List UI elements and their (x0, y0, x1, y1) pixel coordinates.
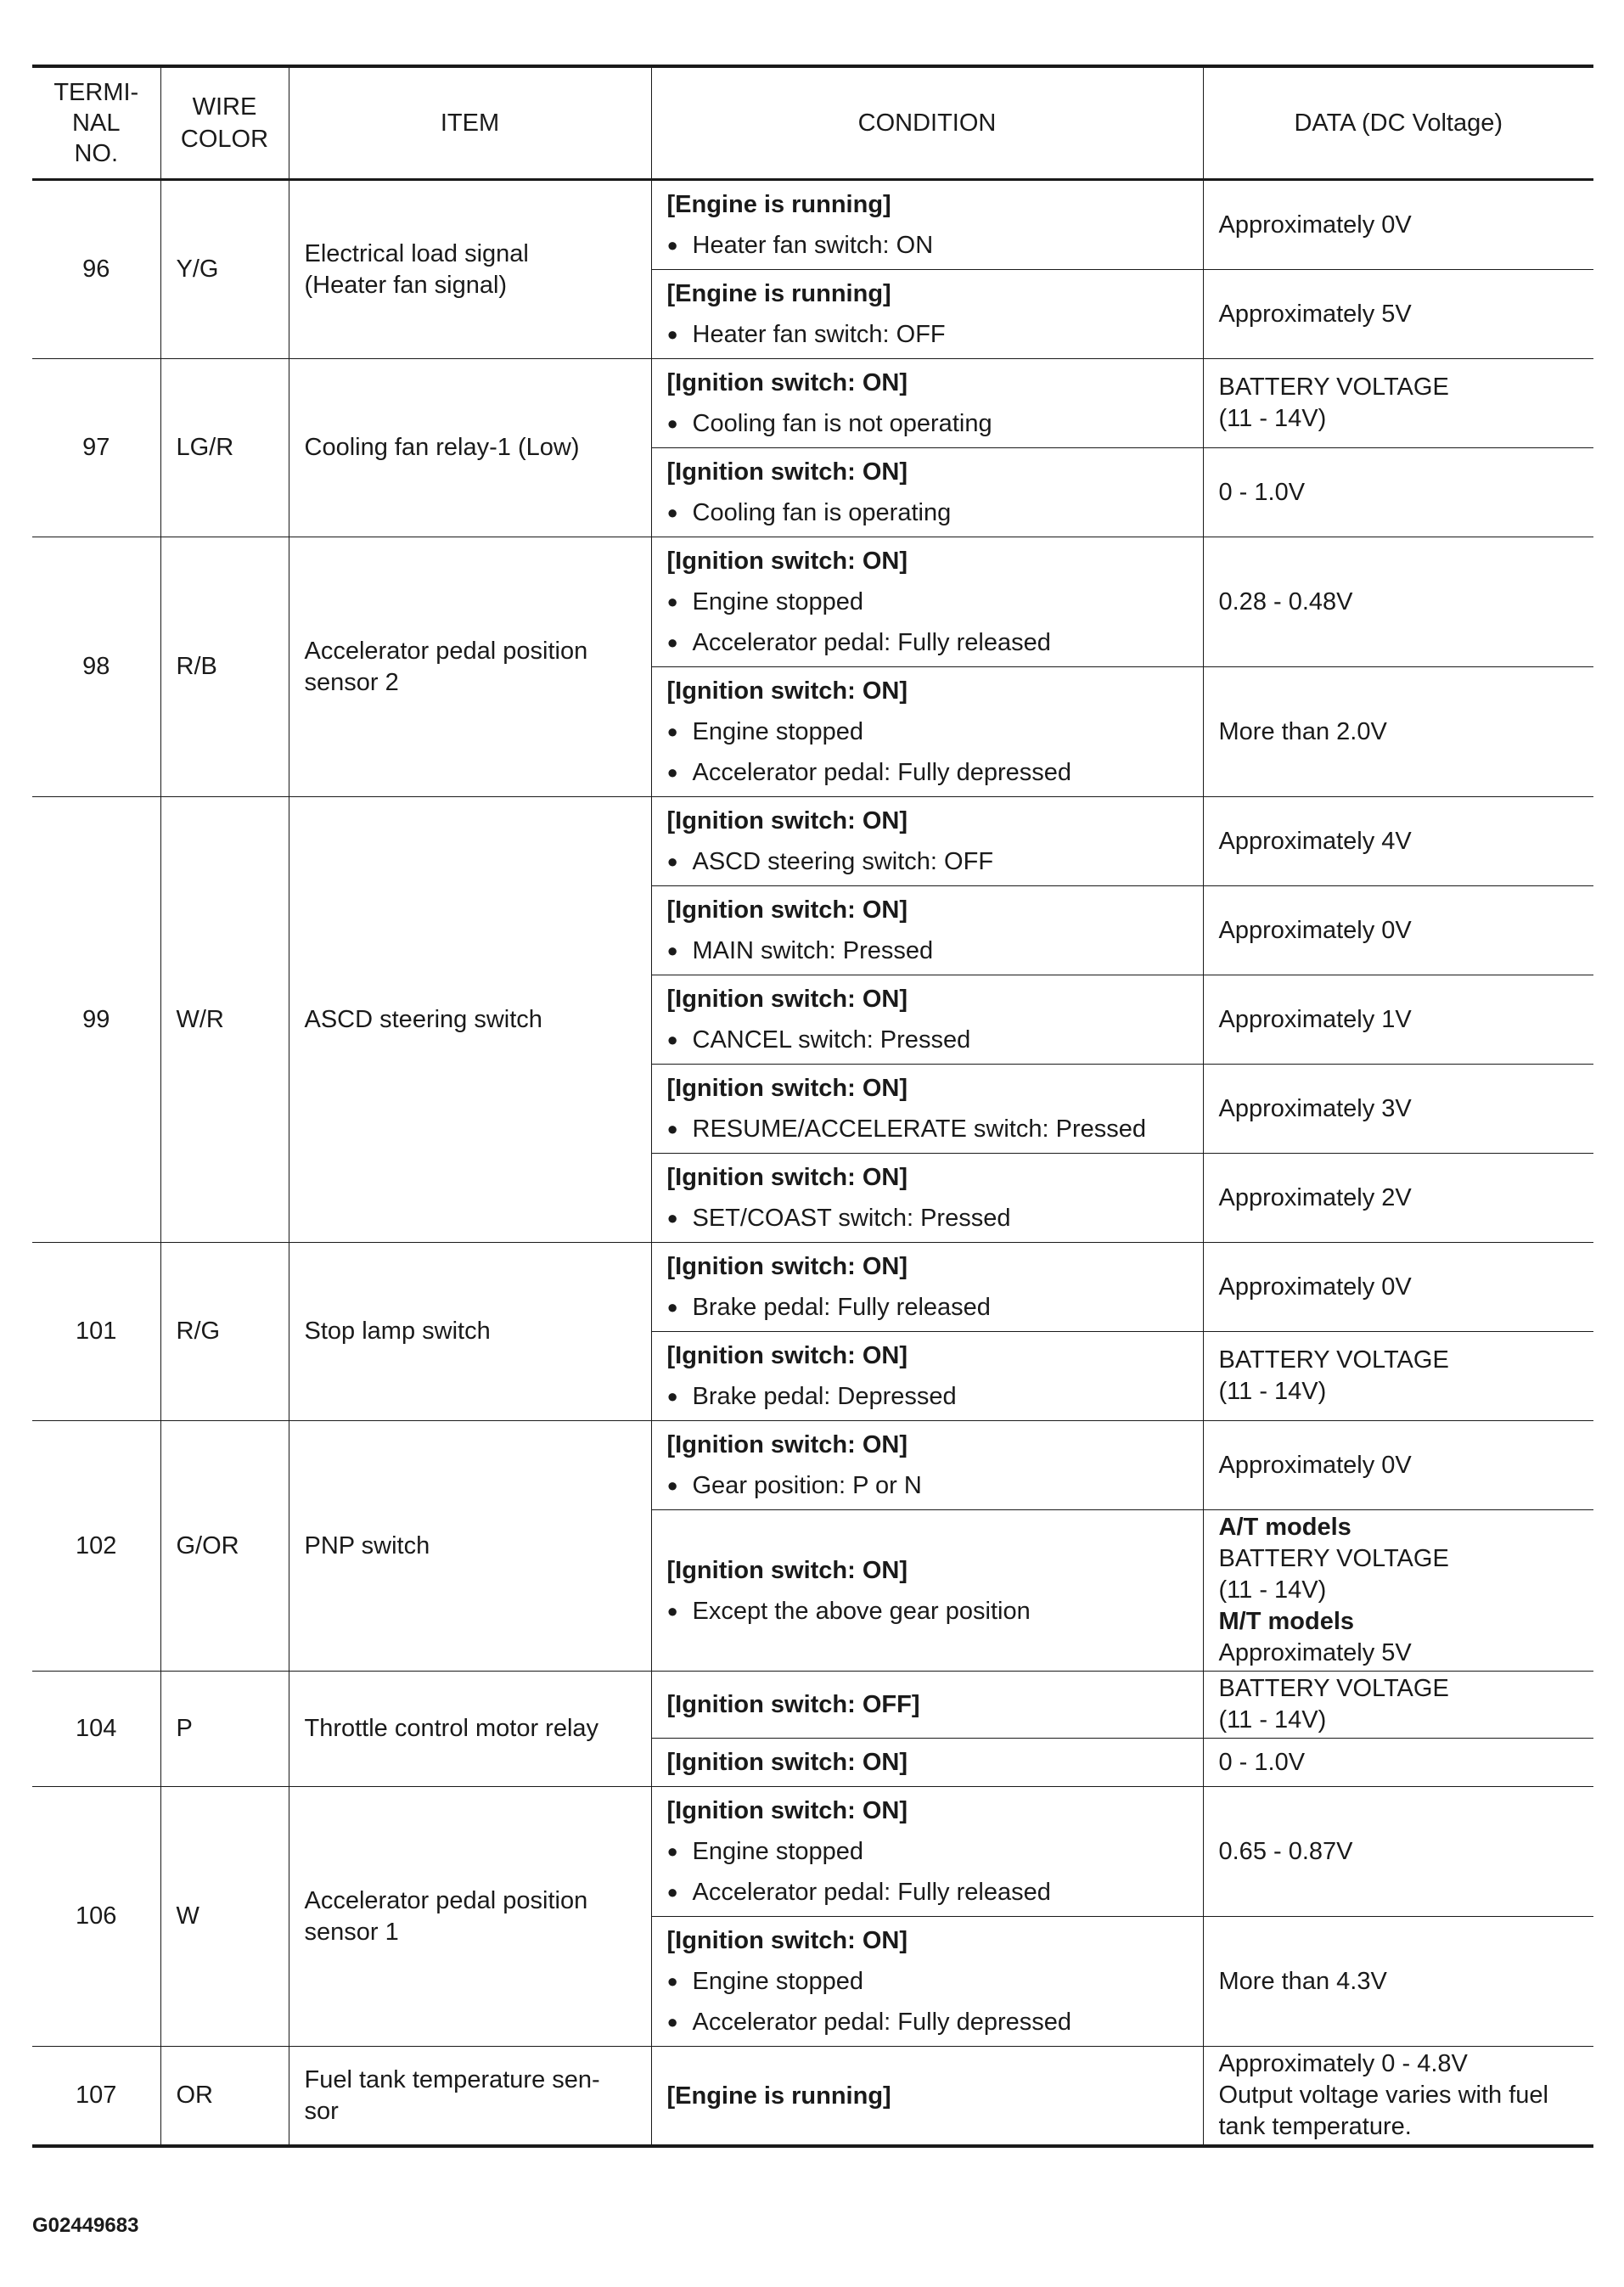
condition-bullet (667, 314, 1188, 355)
terminal-no-text: 97 (82, 434, 110, 461)
data-voltage-line: More than 4.3V (1218, 1967, 1387, 1995)
data-voltage-cell (1203, 1672, 1593, 1739)
condition-cell (651, 1917, 1203, 2047)
condition-bullet (667, 1465, 1188, 1506)
condition-title: [Ignition switch: ON] (666, 1749, 908, 1776)
terminal-data-table-page (32, 65, 1593, 2148)
condition-bullet-text: Except the above gear position (692, 1597, 1031, 1625)
condition-bullet-text: ASCD steering switch: OFF (692, 848, 994, 875)
data-voltage-cell (1203, 1510, 1593, 1672)
condition-bullet-text: Accelerator pedal: Fully depressed (692, 2009, 1072, 2036)
data-voltage-line: Output voltage varies with fuel (1218, 2082, 1548, 2109)
condition-bullet (667, 1961, 1188, 2002)
item-cell (289, 2047, 651, 2147)
table-row (32, 797, 1593, 886)
data-voltage-cell (1203, 975, 1593, 1065)
condition-bullet-text: Engine stopped (692, 588, 864, 615)
condition-cell (651, 975, 1203, 1065)
condition-bullet-text: Engine stopped (692, 718, 864, 745)
condition-bullet (667, 1376, 1188, 1417)
data-voltage-cell (1203, 886, 1593, 975)
data-voltage-cell (1203, 1243, 1593, 1332)
wire-color-cell (160, 1787, 289, 2047)
data-voltage-cell (1203, 1917, 1593, 2047)
terminal-no-cell (32, 1421, 160, 1672)
condition-cell (651, 180, 1203, 270)
condition-cell (651, 448, 1203, 537)
condition-bullet-text: Engine stopped (692, 1968, 864, 1995)
table-row (32, 2047, 1593, 2147)
terminal-no-cell (32, 537, 160, 797)
condition-bullet-text: Heater fan switch: ON (692, 232, 934, 259)
condition-bullet-text: Brake pedal: Fully released (692, 1294, 991, 1321)
item-text: Accelerator pedal position sensor 2 (304, 637, 588, 696)
item-cell (289, 1787, 651, 2047)
data-voltage-line: tank temperature. (1218, 2113, 1412, 2140)
wire-color-cell (160, 359, 289, 537)
wire-color-cell (160, 1243, 289, 1421)
data-voltage-cell (1203, 537, 1593, 667)
condition-cell (651, 797, 1203, 886)
item-text: Stop lamp switch (304, 1318, 491, 1345)
terminal-no-text: 98 (82, 653, 110, 680)
data-voltage-cell (1203, 180, 1593, 270)
table-body (32, 180, 1593, 2147)
condition-bullet-text: Accelerator pedal: Fully depressed (692, 759, 1072, 786)
condition-bullet (667, 711, 1188, 752)
data-voltage-line: 0.65 - 0.87V (1218, 1837, 1353, 1865)
condition-title: [Ignition switch: ON] (666, 677, 908, 705)
condition-title: [Engine is running] (666, 2082, 891, 2110)
wire-color-cell (160, 1672, 289, 1787)
document-code: G02449683 (32, 2214, 139, 2237)
data-voltage-line: (11 - 14V) (1218, 1706, 1327, 1734)
data-voltage-line: Approximately 0V (1218, 1451, 1412, 1479)
wire-color-text: Y/G (176, 256, 219, 283)
condition-cell (651, 1787, 1203, 1917)
condition-title: [Ignition switch: ON] (666, 1797, 908, 1824)
condition-cell (651, 270, 1203, 359)
data-voltage-line: Approximately 0V (1218, 1273, 1412, 1301)
item-text: Accelerator pedal position sensor 1 (304, 1886, 588, 1946)
condition-bullet-text: Engine stopped (692, 1838, 864, 1865)
data-voltage-line: More than 2.0V (1218, 717, 1387, 745)
item-cell (289, 1672, 651, 1787)
condition-bullet (667, 930, 1188, 971)
terminal-no-cell (32, 359, 160, 537)
data-voltage-line: Approximately 4V (1218, 827, 1412, 855)
condition-cell (651, 537, 1203, 667)
condition-title: [Ignition switch: OFF] (666, 1691, 920, 1718)
condition-bullet (667, 225, 1188, 266)
data-voltage-cell (1203, 1787, 1593, 1917)
data-voltage-line: (11 - 14V) (1218, 1576, 1327, 1604)
condition-title: [Ignition switch: ON] (666, 1431, 908, 1458)
condition-bullet-text: Cooling fan is not operating (692, 410, 992, 437)
wire-color-cell (160, 2047, 289, 2147)
data-voltage-line: BATTERY VOLTAGE (1218, 374, 1449, 401)
data-voltage-line: Approximately 0V (1218, 211, 1412, 239)
condition-cell (651, 1332, 1203, 1421)
item-cell (289, 1421, 651, 1672)
condition-bullet (667, 1020, 1188, 1060)
table-row (32, 537, 1593, 667)
condition-title: [Ignition switch: ON] (666, 1075, 908, 1102)
condition-title: [Engine is running] (666, 280, 891, 307)
wire-color-text: R/B (176, 653, 217, 680)
condition-title: [Ignition switch: ON] (666, 1927, 908, 1954)
condition-bullet (667, 841, 1188, 882)
condition-bullet (667, 2002, 1188, 2043)
data-voltage-cell (1203, 1154, 1593, 1243)
table-row (32, 1787, 1593, 1917)
condition-bullet (667, 1872, 1188, 1913)
data-voltage-cell (1203, 797, 1593, 886)
condition-title: [Ignition switch: ON] (666, 1556, 908, 1584)
condition-cell (651, 359, 1203, 448)
terminal-no-cell (32, 1672, 160, 1787)
condition-title: [Ignition switch: ON] (666, 1253, 908, 1280)
condition-title: [Engine is running] (666, 191, 891, 218)
wire-color-cell (160, 797, 289, 1243)
condition-bullet (667, 622, 1188, 663)
terminal-no-text: 99 (82, 1005, 110, 1033)
item-text: Electrical load signal (Heater fan signal) (304, 239, 529, 299)
data-voltage-cell (1203, 1739, 1593, 1787)
condition-bullet-text: Accelerator pedal: Fully released (692, 1879, 1051, 1906)
condition-bullet-text: CANCEL switch: Pressed (692, 1026, 971, 1054)
data-voltage-line: BATTERY VOLTAGE (1218, 1545, 1449, 1572)
header-item: ITEM (289, 66, 651, 180)
condition-bullet (667, 752, 1188, 793)
wire-color-text: W/R (176, 1005, 224, 1033)
terminal-no-cell (32, 797, 160, 1243)
header-wire-color: WIRE COLOR (160, 66, 289, 180)
data-voltage-cell (1203, 270, 1593, 359)
terminal-no-text: 106 (76, 1902, 117, 1930)
item-text: Throttle control motor relay (304, 1715, 599, 1742)
data-voltage-line: Approximately 5V (1218, 300, 1412, 328)
condition-bullet-text: SET/COAST switch: Pressed (692, 1205, 1011, 1232)
condition-title: [Ignition switch: ON] (666, 896, 908, 924)
wire-color-cell (160, 537, 289, 797)
header-terminal-no: TERMI- NAL NO. (32, 66, 160, 180)
condition-title: [Ignition switch: ON] (666, 1164, 908, 1191)
wire-color-cell (160, 180, 289, 359)
data-voltage-line: Approximately 1V (1218, 1005, 1412, 1033)
condition-title: [Ignition switch: ON] (666, 548, 908, 575)
condition-title: [Ignition switch: ON] (666, 986, 908, 1013)
condition-cell (651, 1672, 1203, 1739)
condition-title: [Ignition switch: ON] (666, 1342, 908, 1369)
condition-bullet-text: Gear position: P or N (692, 1472, 922, 1499)
data-voltage-line: 0 - 1.0V (1218, 478, 1306, 506)
condition-cell (651, 1065, 1203, 1154)
condition-bullet-text: Heater fan switch: OFF (692, 321, 946, 348)
terminal-no-text: 96 (82, 256, 110, 283)
table-row (32, 359, 1593, 448)
condition-cell (651, 1421, 1203, 1510)
data-voltage-line: 0 - 1.0V (1218, 1748, 1306, 1776)
data-voltage-cell (1203, 359, 1593, 448)
wire-color-text: R/G (176, 1318, 221, 1345)
data-voltage-cell (1203, 1332, 1593, 1421)
data-voltage-cell (1203, 1065, 1593, 1154)
terminal-no-cell (32, 1243, 160, 1421)
condition-title: [Ignition switch: ON] (666, 369, 908, 396)
terminal-no-text: 102 (76, 1531, 117, 1559)
condition-bullet (667, 403, 1188, 444)
data-voltage-cell (1203, 1421, 1593, 1510)
condition-bullet (667, 582, 1188, 622)
item-cell (289, 359, 651, 537)
terminal-no-text: 101 (76, 1318, 117, 1345)
data-voltage-cell (1203, 2047, 1593, 2147)
item-text: Cooling fan relay-1 (Low) (304, 434, 580, 461)
data-voltage-line: Approximately 2V (1218, 1183, 1412, 1211)
header-condition: CONDITION (651, 66, 1203, 180)
table-row (32, 1243, 1593, 1332)
condition-title: [Ignition switch: ON] (666, 807, 908, 834)
item-cell (289, 180, 651, 359)
data-voltage-line: (11 - 14V) (1218, 405, 1327, 432)
table-row (32, 1421, 1593, 1510)
terminal-no-cell (32, 1787, 160, 2047)
data-voltage-line: BATTERY VOLTAGE (1218, 1675, 1449, 1702)
terminal-data-table (32, 65, 1593, 2148)
condition-bullet (667, 1109, 1188, 1149)
data-voltage-cell (1203, 448, 1593, 537)
terminal-no-cell (32, 180, 160, 359)
wire-color-text: G/OR (176, 1531, 239, 1559)
table-row (32, 180, 1593, 270)
condition-bullet (667, 1287, 1188, 1328)
wire-color-cell (160, 1421, 289, 1672)
data-voltage-cell (1203, 667, 1593, 797)
terminal-no-text: 107 (76, 2082, 117, 2109)
condition-cell (651, 1243, 1203, 1332)
item-text: PNP switch (304, 1531, 430, 1559)
data-voltage-line: BATTERY VOLTAGE (1218, 1346, 1449, 1374)
data-voltage-line: (11 - 14V) (1218, 1378, 1327, 1405)
data-voltage-line: 0.28 - 0.48V (1218, 587, 1353, 615)
condition-bullet (667, 1591, 1188, 1632)
condition-bullet-text: MAIN switch: Pressed (692, 937, 934, 964)
condition-title: [Ignition switch: ON] (666, 458, 908, 486)
data-voltage-line: Approximately 0 - 4.8V (1218, 2050, 1468, 2077)
condition-cell (651, 1510, 1203, 1672)
condition-bullet (667, 1831, 1188, 1872)
header-data: DATA (DC Voltage) (1203, 66, 1593, 180)
condition-cell (651, 1154, 1203, 1243)
data-voltage-line: M/T models (1218, 1608, 1355, 1635)
header-row (32, 66, 1593, 180)
data-voltage-line: Approximately 5V (1218, 1639, 1412, 1666)
item-cell (289, 1243, 651, 1421)
condition-bullet-text: Accelerator pedal: Fully released (692, 629, 1051, 656)
item-cell (289, 797, 651, 1243)
condition-bullet-text: RESUME/ACCELERATE switch: Pressed (692, 1115, 1146, 1143)
condition-bullet-text: Cooling fan is operating (692, 499, 952, 526)
data-voltage-line: Approximately 3V (1218, 1094, 1412, 1122)
item-cell (289, 537, 651, 797)
wire-color-text: OR (176, 2082, 213, 2109)
terminal-no-cell (32, 2047, 160, 2147)
wire-color-text: P (176, 1715, 193, 1742)
condition-cell (651, 886, 1203, 975)
terminal-no-text: 104 (76, 1715, 117, 1742)
condition-bullet-text: Brake pedal: Depressed (692, 1383, 957, 1410)
wire-color-text: W (176, 1902, 199, 1930)
table-row (32, 1672, 1593, 1739)
condition-bullet (667, 1198, 1188, 1239)
condition-bullet (667, 492, 1188, 533)
wire-color-text: LG/R (176, 434, 234, 461)
item-text: Fuel tank temperature sen- sor (304, 2065, 600, 2125)
data-voltage-line: A/T models (1218, 1514, 1351, 1541)
condition-cell (651, 2047, 1203, 2147)
item-text: ASCD steering switch (304, 1005, 542, 1033)
condition-cell (651, 1739, 1203, 1787)
data-voltage-line: Approximately 0V (1218, 916, 1412, 944)
condition-cell (651, 667, 1203, 797)
